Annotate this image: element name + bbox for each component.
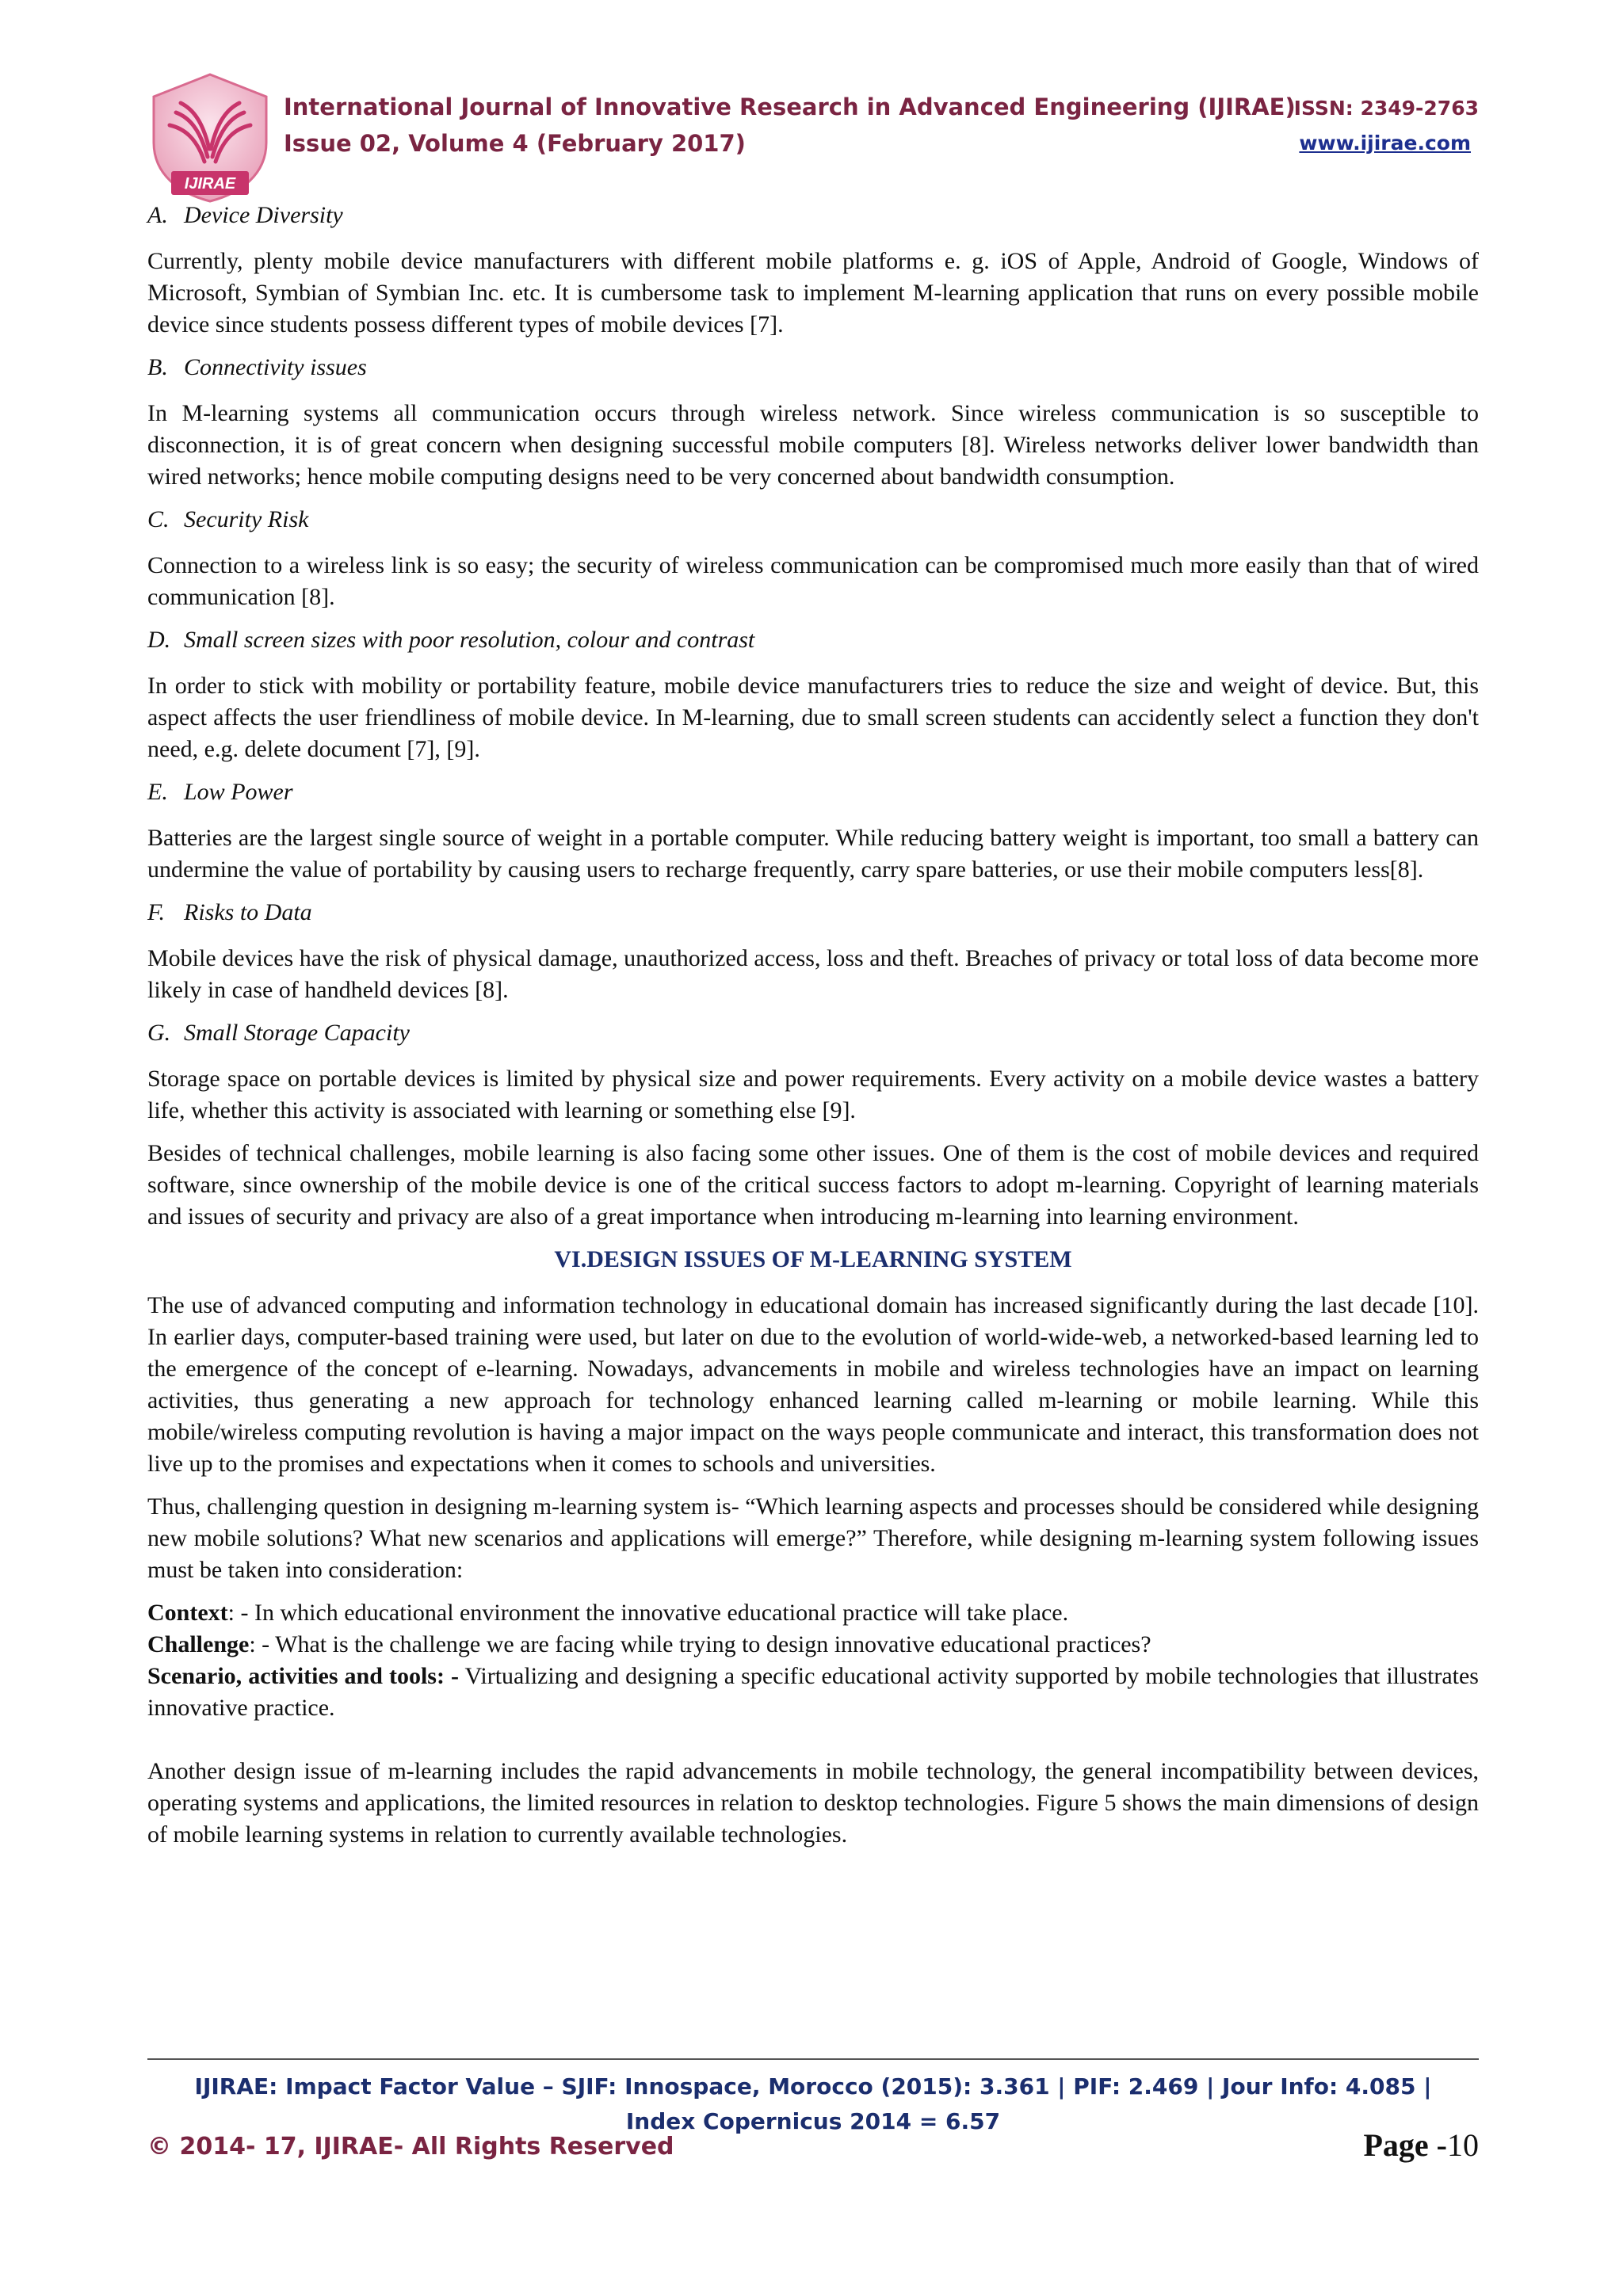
subsection-heading [147,200,1479,231]
footer-impact-line: IJIRAE: Impact Factor Value – SJIF: Innospace, Morocco (2015): 3.361 | PIF: 2.469 | Jour Info: 4.085 | [194,2073,1432,2100]
definition-term: Context [147,1600,228,1626]
definition-item [147,1597,1479,1629]
issn: ISSN: 2349-2763 [1293,97,1479,120]
subsection-title: Device Diversity [184,202,343,228]
definition-text: In which educational environment the innovative educational practice will take place. [254,1600,1069,1626]
subsection-heading [147,352,1479,383]
blank-line [147,1724,1479,1756]
footer-index-line: Index Copernicus 2014 = 6.57 [625,2108,1001,2134]
page-header [147,62,1479,204]
subsection-letter: F. [147,899,165,925]
logo-text: IJIRAE [184,175,236,193]
definition-text: Virtualizing and designing a specific educational activity supported by mobile technologies that illustrates innovative practice. [147,1663,1479,1721]
definition-separator [459,1663,465,1689]
paragraph: In order to stick with mobility or portability feature, mobile device manufacturers tries to reduce the size and weight of device. But, this aspect affects the user friendliness of mobile device. In M-learning, due to small screen students can accidently select a function they don't need, e.g. delete document [7], [9]. [147,673,1479,762]
paragraph: Mobile devices have the risk of physical damage, unauthorized access, loss and theft. Breaches of privacy or total loss of data become more likely in case of handheld devices [8]. [147,945,1479,1003]
footer-info [147,2069,1479,2139]
article-body [147,200,1479,1862]
section-heading: VI.DESIGN ISSUES OF M-LEARNING SYSTEM [554,1246,1072,1272]
subsection-title: Risks to Data [184,899,312,925]
definition-separator: : - [249,1631,276,1657]
paragraph: Another design issue of m-learning includes the rapid advancements in mobile technology, the general incompatibility between devices, operating systems and applications, the limited resources in relation to desktop technologies. Figure 5 shows the main dimensions of design of mobile learning systems in relation to currently available technologies. [147,1758,1479,1848]
subsection-letter: C. [147,506,170,532]
paragraph: Besides of technical challenges, mobile learning is also facing some other issues. One of them is the cost of mobile devices and required software, since ownership of the mobile device is one of the critical success factors to adopt m-learning. Copyright of learning materials and issues of security and privacy are also of a great importance when introducing m-learning into learning environment. [147,1140,1479,1230]
subsection-heading [147,1017,1479,1049]
subsection-heading [147,504,1479,536]
copyright: © 2014- 17, IJIRAE- All Rights Reserved [147,2133,674,2161]
definition-term: Challenge [147,1631,250,1657]
subsection-title: Small Storage Capacity [184,1020,410,1046]
definition-term: Scenario, activities and tools: - [147,1663,459,1689]
ijirae-logo [147,70,273,204]
page-number [1363,2126,1479,2164]
definition-text: What is the challenge we are facing while trying to design innovative educational practices? [275,1631,1151,1657]
paragraph: Thus, challenging question in designing m-learning system is- “Which learning aspects and processes should be considered while designing new mobile solutions? What new scenarios and applications will emerge?” Therefore, while designing m-learning system following issues must be taken into consideration: [147,1493,1479,1583]
paragraph: Connection to a wireless link is so easy; the security of wireless communication can be compromised much more easily than that of wired communication [8]. [147,552,1479,610]
subsection-title: Low Power [184,779,293,805]
subsection-letter: E. [147,779,168,805]
issue-info: Issue 02, Volume 4 (February 2017) [284,130,746,157]
paragraph: In M-learning systems all communication occurs through wireless network. Since wireless communication is so susceptible to disconnection, it is of great concern when designing successful mobile computers [8]. Wireless networks deliver lower bandwidth than wired networks; hence mobile computing designs need to be very concerned about bandwidth consumption. [147,400,1479,490]
paragraph: Batteries are the largest single source of weight in a portable computer. While reducing battery weight is important, too small a battery can undermine the value of portability by causing users to recharge frequently, carry spare batteries, or use their mobile computers less[8]. [147,825,1479,883]
paragraph: The use of advanced computing and information technology in educational domain has increased significantly during the last decade [10]. In earlier days, computer-based training were used, but later on due to the evolution of world-wide-web, a networked-based learning led to the emergence of the concept of e-learning. Nowadays, advancements in mobile and wireless technologies have an impact on learning activities, thus generating a new approach for technology enhanced learning called m-learning or mobile learning. While this mobile/wireless computing revolution is having a major impact on the ways people communicate and interact, this transformation does not live up to the promises and expectations when it comes to schools and universities. [147,1292,1479,1477]
journal-title: International Journal of Innovative Research in Advanced Engineering (IJIRAE) [284,93,1296,120]
subsection-letter: B. [147,354,168,380]
subsection-title: Small screen sizes with poor resolution, colour and contrast [184,627,755,653]
subsection-heading [147,624,1479,656]
definition-separator: : - [227,1600,254,1626]
page-number-value: 10 [1447,2127,1479,2163]
page-label: Page - [1363,2127,1447,2163]
footer-divider [147,2058,1479,2060]
subsection-title: Connectivity issues [184,354,367,380]
paragraph: Currently, plenty mobile device manufacturers with different mobile platforms e. g. iOS of Apple, Android of Google, Windows of Microsoft, Symbian of Symbian Inc. etc. It is cumbersome task to implement M-learning application that runs on every possible mobile device since students possess different types of mobile devices [7]. [147,248,1479,338]
definition-item [147,1661,1479,1724]
subsection-letter: D. [147,627,171,653]
subsection-title: Security Risk [184,506,309,532]
subsection-letter: A. [147,202,168,228]
paragraph: Storage space on portable devices is limited by physical size and power requirements. Every activity on a mobile device wastes a battery life, whether this activity is associated with learning or something else [9]. [147,1066,1479,1123]
subsection-letter: G. [147,1020,171,1046]
definition-item [147,1629,1479,1661]
subsection-heading [147,776,1479,808]
website-link[interactable]: www.ijirae.com [1299,132,1471,154]
subsection-heading [147,897,1479,929]
